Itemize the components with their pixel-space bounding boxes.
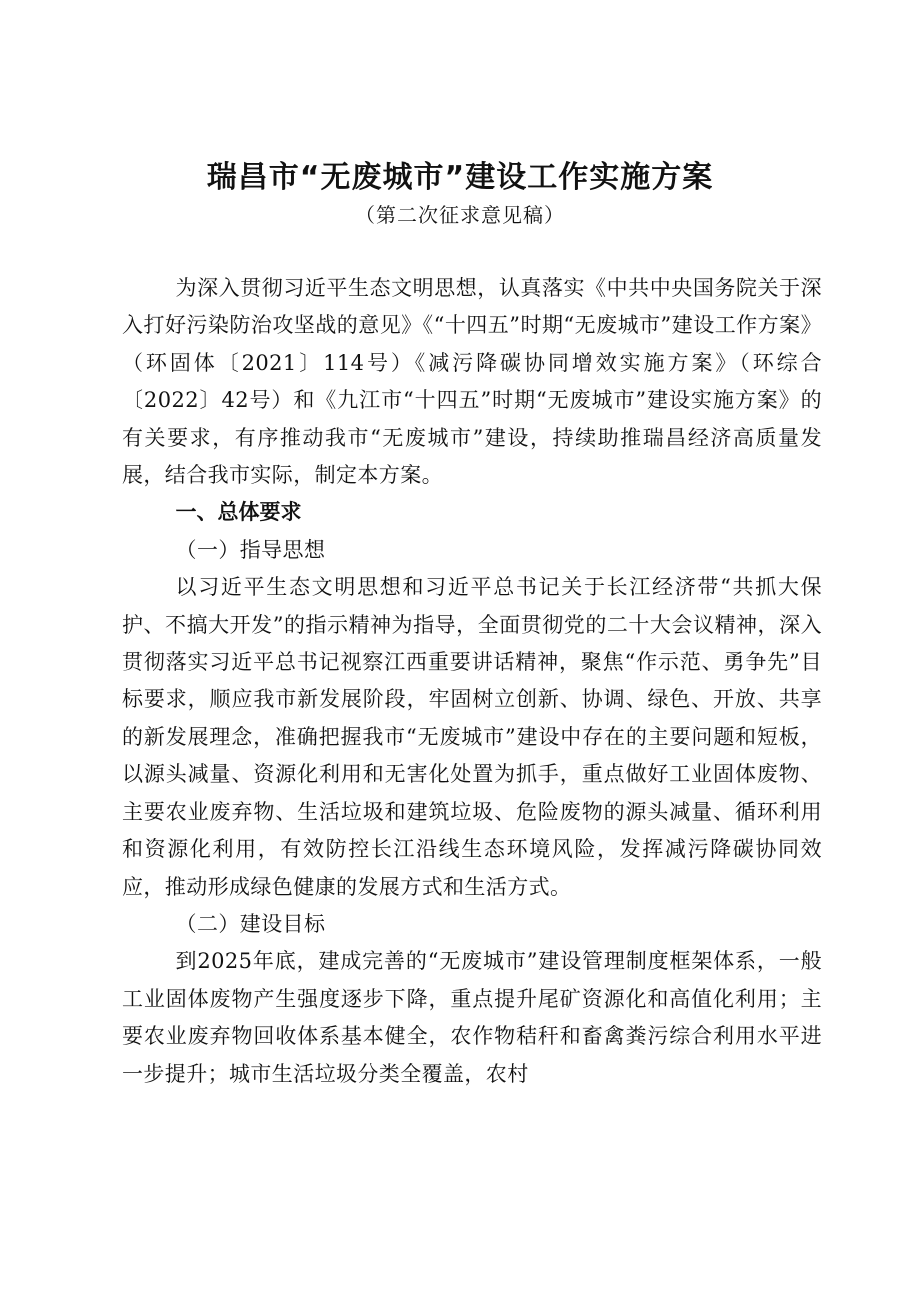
document-body (122, 270, 822, 1093)
construction-goals-paragraph: 到2025年底，建成完善的“无废城市”建设管理制度框架体系，一般工业固体废物产生强度逐步下降，重点提升尾矿资源化和高值化利用；主要农业废弃物回收体系基本健全，农作物秸秆和畜禽粪污综合利用水平进一步提升；城市生活垃圾分类全覆盖，农村 (122, 949, 822, 1086)
document-title: 瑞昌市“无废城市”建设工作实施方案 (206, 160, 714, 195)
intro-paragraph: 为深入贯彻习近平生态文明思想，认真落实《中共中央国务院关于深入打好污染防治攻坚战的意见》《“十四五”时期“无废城市”建设工作方案》（环固体〔2021〕114号）《减污降碳协同增效实施方案》（环综合〔2022〕42号）和《九江市“十四五”时期“无废城市”建设实施方案》的有关要求，有序推动我市“无废城市”建设，持续助推瑞昌经济高质量发展，结合我市实际，制定本方案。 (122, 276, 822, 488)
guiding-ideology-paragraph: 以习近平生态文明思想和习近平总书记关于长江经济带“共抓大保护、不搞大开发”的指示精神为指导，全面贯彻党的二十大会议精神，深入贯彻落实习近平总书记视察江西重要讲话精神，聚焦“作示范、勇争先”目标要求，顺应我市新发展阶段，牢固树立创新、协调、绿色、开放、共享的新发展理念，准确把握我市“无废城市”建设中存在的主要问题和短板，以源头减量、资源化利用和无害化处置为抓手，重点做好工业固体废物、主要农业废弃物、生活垃圾和建筑垃圾、危险废物的源头减量、循环利用和资源化利用，有效防控长江沿线生态环境风险，发挥减污降碳协同效应，推动形成绿色健康的发展方式和生活方式。 (122, 575, 822, 899)
subsection-heading-guiding-ideology: （一）指导思想 (175, 537, 326, 562)
document-subtitle: （第二次征求意见稿） (355, 203, 565, 227)
section-heading-general-requirements: 一、总体要求 (175, 500, 302, 525)
subsection-heading-construction-goals: （二）建设目标 (175, 911, 326, 936)
